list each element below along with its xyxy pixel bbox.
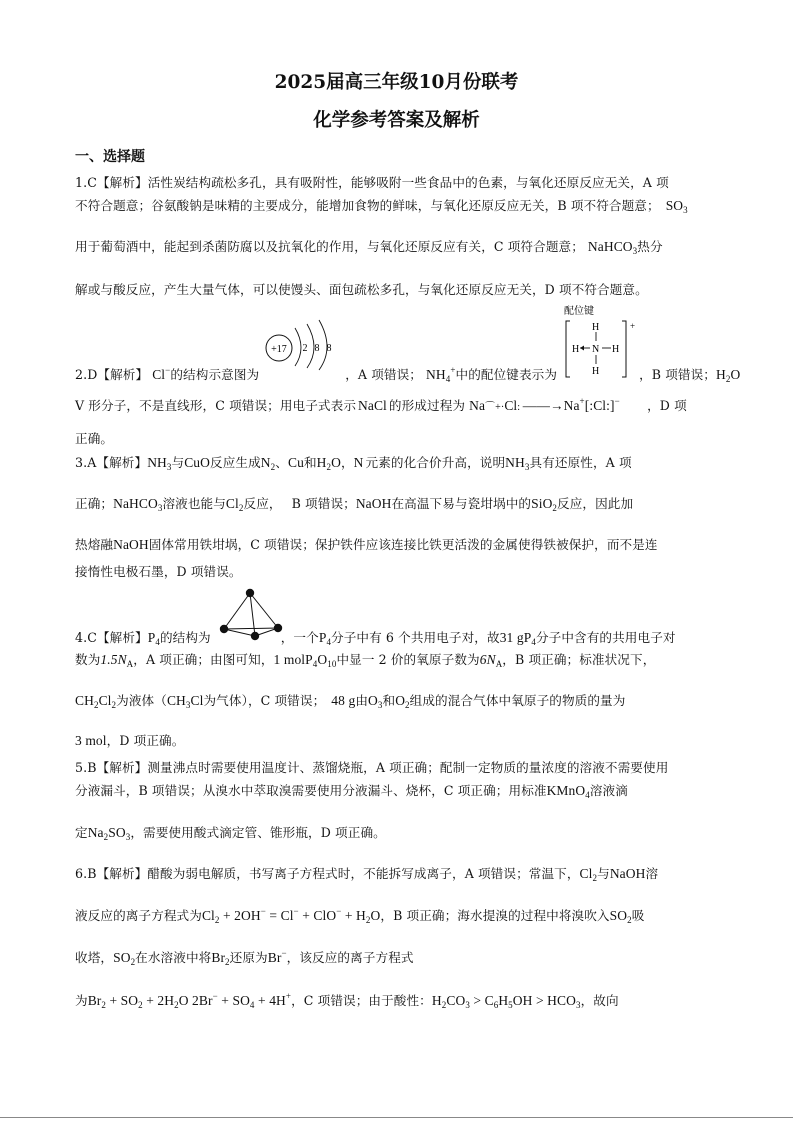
- svg-text:H: H: [592, 366, 600, 377]
- electron-shell-1: [295, 328, 301, 366]
- svg-text:H: H: [572, 344, 580, 355]
- q6-line1: 6.B【解析】醋酸为弱电解质，书写离子方程式时，不能拆写成离子，A 项错误；常温下，$Cl_2$与NaOH溶: [75, 866, 659, 883]
- shell-count-1: 2: [302, 343, 308, 354]
- electron-shell-2: [307, 324, 314, 368]
- q3-line4: 接惰性电极石墨，D 项错误。: [75, 564, 242, 579]
- q6-line3: 收塔，$SO_2$在水溶液中将$Br_2$还原为Br−，该反应的离子方程式: [75, 948, 414, 967]
- page-subtitle: 化学参考答案及解析: [313, 110, 480, 131]
- q6-line4: 为$Br_2 + SO_2 + 2H_2O$ $2Br^- + SO_4 + 4H^+$，C 项错误；由于酸性：$H_2CO_3 > C_6H_5OH > HCO_3$，故向: [75, 991, 619, 1010]
- q1-line1: 1.C【解析】活性炭结构疏松多孔，具有吸附性，能够吸附一些食品中的色素，与氧化还原反应无关，A 项: [75, 175, 669, 190]
- q3-line3: 热熔融NaOH固体常用铁坩埚，C 项错误；保护铁件应该连接比铁更活泼的金属使得铁被保护，而不是连: [75, 537, 658, 552]
- svg-text:N: N: [592, 344, 600, 355]
- svg-text:H: H: [592, 322, 600, 333]
- coordinate-bond-label: 配位键: [564, 306, 594, 317]
- q2-line2: V 形分子，不是直线形，C 项错误；用电子式表示 NaCl 的形成过程为 Na⌒+·Cl: ——→Na+[:Cl:]− ，D 项: [75, 398, 687, 416]
- q5-line2: 分液漏斗，B 项错误；从溴水中萃取溴需要使用分液漏斗、烧杯，C 项正确；用标准KMnO$_4$溶液滴: [75, 783, 628, 800]
- q4-line3: $CH_2Cl_2$为液体（$CH_3Cl$为气体），C 项错误； 48 g由$O_3$和$O_2$组成的混合气体中氧原子的物质的量为: [75, 693, 626, 710]
- q1-line2: 不符合题意；谷氨酸钠是味精的主要成分，能增加食物的鲜味，与氧化还原反应无关，B 项不符合题意； $SO_3$: [75, 198, 688, 215]
- svg-text:H: H: [612, 344, 620, 355]
- shell-count-3: 8: [326, 343, 332, 354]
- section-heading: 一、选择题: [75, 149, 145, 165]
- q6-line2: 液反应的离子方程式为$Cl_2 + 2OH^- = Cl^- + ClO^- + H_2O$，B 项正确；海水提溴的过程中将溴吹入$SO_2$吸: [75, 906, 645, 925]
- nucleus-charge: +17: [271, 344, 287, 355]
- q1-line3: 用于葡萄酒中，能起到杀菌防腐以及抗氧化的作用，与氧化还原反应有关，C 项符合题意； NaHCO$_3$热分: [75, 239, 663, 256]
- q4-line1: 4.C【解析】$P_4$的结构为 ，一个$P_4$分子中有 6 个共用电子对，故31 $gP_4$分子中含有的共用电子对: [75, 630, 676, 647]
- q5-line3: 定$Na_2SO_3$，需要使用酸式滴定管、锥形瓶，D 项正确。: [75, 825, 386, 842]
- page-title: 2025届高三年级10月份联考: [274, 72, 519, 93]
- page-bottom-border: [0, 1117, 793, 1118]
- svg-text:+: +: [630, 321, 636, 331]
- q3-line1: 3.A【解析】$NH_3$与CuO反应生成$N_2$、Cu和$H_2O$，N 元素的化合价升高，说明$NH_3$具有还原性，A 项: [75, 455, 632, 472]
- nacl-formation-process: Na⌒+·Cl: ——→Na+[:Cl:]−: [469, 396, 620, 413]
- q2-line3: 正确。: [75, 431, 114, 446]
- q1-line4: 解或与酸反应，产生大量气体，可以使馒头、面包疏松多孔，与氧化还原反应无关，D 项不符合题意。: [75, 282, 648, 297]
- q3-line2: 正确；NaHCO$_3$溶液也能与$Cl_2$反应， B 项错误；NaOH在高温下易与瓷坩埚中的SiO$_2$反应，因此加: [75, 496, 634, 513]
- q4-line2: 数为$1.5N_A$，A 项正确；由图可知，1 $molP_4O_{10}$中显一 2 价的氧原子数为$6N_A$，B 项正确；标准状况下，: [75, 652, 656, 669]
- q2-line1: 2.D【解析】 Cl−的结构示意图为 ，A 项错误； $NH_4^+$中的配位键表示为 ，B 项错误；$H_2O$: [75, 365, 741, 384]
- q5-line1: 5.B【解析】测量沸点时需要使用温度计、蒸馏烧瓶，A 项正确；配制一定物质的量浓度的溶液不需要使用: [75, 760, 669, 775]
- q4-line4: 3 mol，D 项正确。: [75, 733, 185, 748]
- shell-count-2: 8: [314, 343, 320, 354]
- chloride-ion-structure-diagram: [263, 318, 345, 366]
